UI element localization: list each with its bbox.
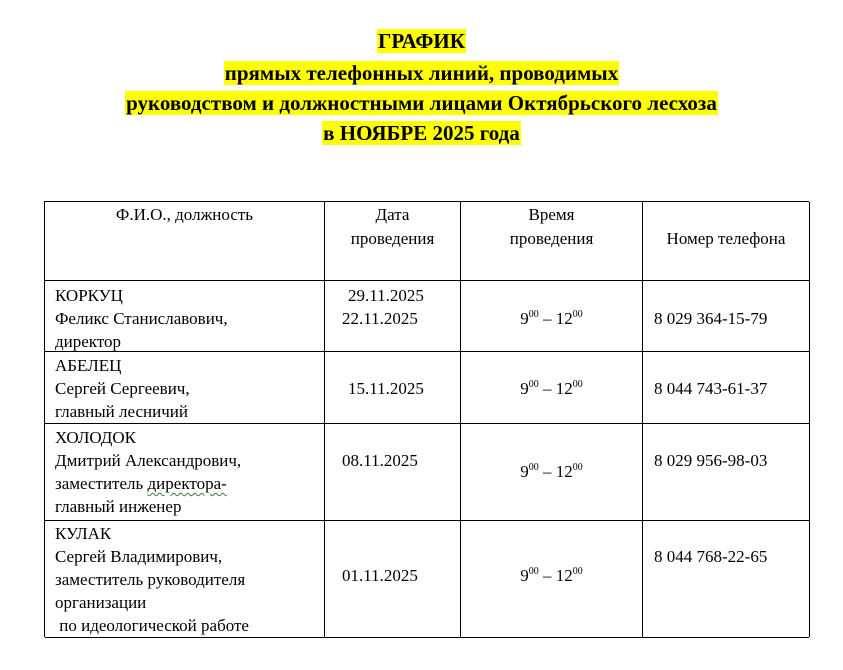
phone-number: 8 044 743-61-37	[654, 379, 768, 398]
header-time-line2: проведения	[509, 229, 594, 248]
meeting-date: 15.11.2025	[348, 379, 424, 398]
person-position: главный инженер	[55, 497, 182, 516]
table-divider	[45, 520, 809, 521]
meeting-date: 01.11.2025	[342, 566, 418, 585]
meeting-time: $9^{00} - 12^{00}$	[520, 566, 583, 585]
phone-number: 8 044 768-22-65	[654, 547, 768, 566]
phone-number: 8 029 956-98-03	[654, 451, 768, 470]
table-divider	[45, 280, 809, 281]
person-position: заместитель директора-	[55, 474, 227, 493]
table-divider	[45, 637, 809, 638]
doc-subtitle-line-2: руководством и должностными лицами Октябрьского лесхоза	[126, 91, 717, 115]
person-position: организации	[55, 593, 147, 612]
meeting-date: 22.11.2025	[342, 309, 418, 328]
table-divider	[642, 202, 643, 637]
person-surname: ХОЛОДОК	[55, 428, 137, 447]
phone-number: 8 029 364-15-79	[654, 309, 768, 328]
header-phone: Номер телефона	[666, 229, 786, 248]
person-surname: АБЕЛЕЦ	[55, 356, 122, 375]
meeting-date: 08.11.2025	[342, 451, 418, 470]
schedule-table	[44, 201, 809, 637]
doc-subtitle-line-3: в НОЯБРЕ 2025 года	[323, 121, 520, 145]
person-position: главный лесничий	[55, 402, 188, 421]
table-divider	[45, 423, 809, 424]
person-position: заместитель руководителя	[55, 570, 246, 589]
meeting-time: $9^{00} - 12^{00}$	[520, 309, 583, 328]
header-fio: Ф.И.О., должность	[115, 205, 254, 224]
person-surname: КОРКУЦ	[55, 286, 123, 305]
person-surname: КУЛАК	[55, 524, 112, 543]
person-name: Сергей Сергеевич,	[55, 379, 190, 398]
meeting-time: $9^{00} - 12^{00}$	[520, 462, 583, 481]
person-name: Дмитрий Александрович,	[55, 451, 242, 470]
table-divider	[45, 351, 809, 352]
person-position: директор	[55, 332, 122, 351]
header-date-line1: Дата	[375, 205, 410, 224]
table-divider	[324, 202, 325, 637]
person-position: по идеологической работе	[55, 616, 249, 635]
person-name: Феликс Станиславович,	[55, 309, 228, 328]
header-time-line1: Время	[528, 205, 575, 224]
person-name: Сергей Владимирович,	[55, 547, 223, 566]
meeting-time: $9^{00} - 12^{00}$	[520, 379, 583, 398]
doc-title: ГРАФИК	[378, 29, 465, 53]
meeting-date: 29.11.2025	[348, 286, 424, 305]
doc-subtitle-line-1: прямых телефонных линий, проводимых	[224, 61, 619, 85]
table-divider	[809, 202, 810, 637]
header-date-line2: проведения	[350, 229, 435, 248]
